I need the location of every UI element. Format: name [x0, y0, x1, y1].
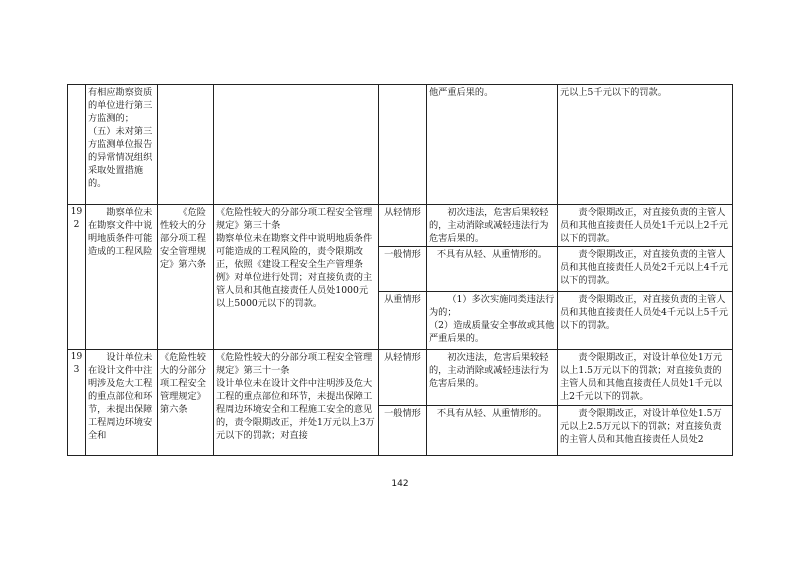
cell-no-empty	[68, 85, 86, 205]
cell-penalty: 责令限期改正，对设计单位处1.5万元以上2.5万元以下的罚款；对直接负责的主管人员和其他直接责任人员处2	[558, 406, 733, 456]
cell-detail: 不具有从轻、从重情形的。	[427, 247, 558, 292]
penalty-standards-table	[67, 84, 733, 456]
cell-level-empty	[379, 85, 427, 205]
cell-basis: 《危险性较大的分部分项工程安全管理规定》第六条	[158, 350, 214, 456]
cell-penalty: 责令限期改正，对直接负责的主管人员和其他直接责任人员处4千元以上5千元以下的罚款。	[558, 292, 733, 350]
cell-detail: 初次违法，危害后果较轻的，主动消除或减轻违法行为危害后果的。	[427, 350, 558, 406]
cell-behavior: 设计单位未在设计文件中注明涉及危大工程的重点部位和环节，未提出保障工程周边环境安全和	[86, 350, 158, 456]
table-row-192	[68, 205, 733, 247]
cell-penalty: 责令限期改正，对设计单位处1万元以上1.5万元以下的罚款；对直接负责的主管人员和其他直接责任人员处1千元以上2千元以下的罚款。	[558, 350, 733, 406]
table-row-193	[68, 350, 733, 406]
cell-level: 从轻情形	[379, 350, 427, 406]
cell-no: 193	[68, 350, 86, 456]
cell-penalty: 元以上5千元以下的罚款。	[558, 85, 733, 205]
cell-behavior: 勘察单位未在勘察文件中说明地质条件可能造成的工程风险	[86, 205, 158, 350]
cell-detail: 初次违法，危害后果较轻的，主动消除或减轻违法行为危害后果的。	[427, 205, 558, 247]
cell-level: 一般情形	[379, 406, 427, 456]
cell-basis: 《危险性较大的分部分项工程安全管理规定》第六条	[158, 205, 214, 350]
cell-level: 从轻情形	[379, 205, 427, 247]
page-number: 142	[391, 479, 409, 489]
cell-detail: （1）多次实施同类违法行为的； （2）造成质量安全事故或其他严重后果的。	[427, 292, 558, 350]
cell-clause-empty	[214, 85, 379, 205]
cell-penalty: 责令限期改正，对直接负责的主管人员和其他直接责任人员处2千元以上4千元以下的罚款。	[558, 247, 733, 292]
cell-clause: 《危险性较大的分部分项工程安全管理规定》第三十条 勘察单位未在勘察文件中说明地质条件可能造成的工程风险的，责令限期改正，依照《建设工程安全生产管理条例》对单位进行处罚；对直接负责的主管人员和其他直接责任人员处1000元以上5000元以下的罚款。	[214, 205, 379, 350]
cell-behavior: 有相应勘察资质的单位进行第三方监测的； （五）未对第三方监测单位报告的异常情况组织采取处置措施的。	[86, 85, 158, 205]
cell-level: 一般情形	[379, 247, 427, 292]
table-row-continued	[68, 85, 733, 205]
cell-detail: 他严重后果的。	[427, 85, 558, 205]
cell-no: 192	[68, 205, 86, 350]
cell-clause: 《危险性较大的分部分项工程安全管理规定》第三十一条 设计单位未在设计文件中注明涉及危大工程的重点部位和环节，未提出保障工程周边环境安全和工程施工安全的意见的，责令限期改正，并处1万元以上3万元以下的罚款；对直接	[214, 350, 379, 456]
cell-level: 从重情形	[379, 292, 427, 350]
cell-penalty: 责令限期改正，对直接负责的主管人员和其他直接责任人员处1千元以上2千元以下的罚款。	[558, 205, 733, 247]
cell-detail: 不具有从轻、从重情形的。	[427, 406, 558, 456]
cell-basis-empty	[158, 85, 214, 205]
